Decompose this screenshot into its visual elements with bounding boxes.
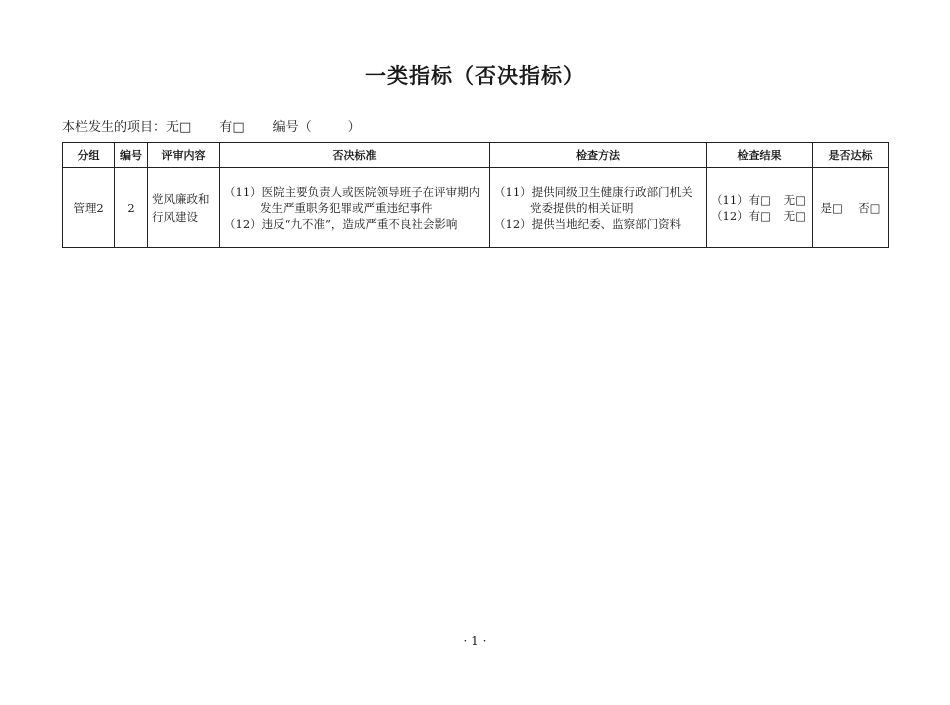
reached-yes-checkbox[interactable]: 是□ <box>820 200 843 215</box>
occurrence-number-close: ） <box>347 120 361 135</box>
table-header-row <box>63 143 889 168</box>
cell-check-result <box>707 168 813 248</box>
veto-item-12: （12）违反“九不准”，造成严重不良社会影响 <box>224 216 458 231</box>
page-title: 一类指标（否决指标） <box>365 63 585 88</box>
indicator-table <box>62 142 889 248</box>
header-number: 编号 <box>115 143 148 168</box>
cell-content: 党风廉政和行风建设 <box>148 168 220 248</box>
result-12-yes-checkbox[interactable]: （12）有□ <box>711 208 771 223</box>
veto-item-11-line2: 发生严重职务犯罪或严重违纪事件 <box>260 200 433 215</box>
cell-veto-criteria <box>220 168 490 248</box>
result-11-yes-checkbox[interactable]: （11）有□ <box>711 192 771 207</box>
cell-reached <box>813 168 889 248</box>
result-11-none-checkbox[interactable]: 无□ <box>783 192 806 207</box>
page-number: · 1 · <box>463 634 487 648</box>
table-row <box>63 168 889 248</box>
occurrence-label: 本栏发生的项目： <box>62 120 167 135</box>
occurrence-none-checkbox[interactable]: 无□ <box>166 120 192 135</box>
cell-group: 管理2 <box>63 168 115 248</box>
veto-item-11-line1: （11）医院主要负责人或医院领导班子在评审期内 <box>224 184 481 199</box>
occurrence-number-label: 编号（ <box>272 120 312 135</box>
method-item-11-line1: （11）提供同级卫生健康行政部门机关 <box>494 184 693 199</box>
reached-options <box>813 200 888 216</box>
header-veto-criteria: 否决标准 <box>220 143 490 168</box>
header-reached: 是否达标 <box>813 143 889 168</box>
method-item-12: （12）提供当地纪委、监察部门资料 <box>494 216 682 231</box>
cell-check-method <box>490 168 707 248</box>
result-line-12 <box>711 208 808 224</box>
header-check-method: 检查方法 <box>490 143 707 168</box>
header-content: 评审内容 <box>148 143 220 168</box>
method-item-11-line2: 党委提供的相关证明 <box>530 200 634 215</box>
occurrence-yes-checkbox[interactable]: 有□ <box>219 120 245 135</box>
occurrence-line <box>62 116 361 135</box>
result-12-none-checkbox[interactable]: 无□ <box>783 208 806 223</box>
header-group: 分组 <box>63 143 115 168</box>
header-check-result: 检查结果 <box>707 143 813 168</box>
reached-no-checkbox[interactable]: 否□ <box>858 200 881 215</box>
cell-number: 2 <box>115 168 148 248</box>
result-line-11 <box>711 192 808 208</box>
